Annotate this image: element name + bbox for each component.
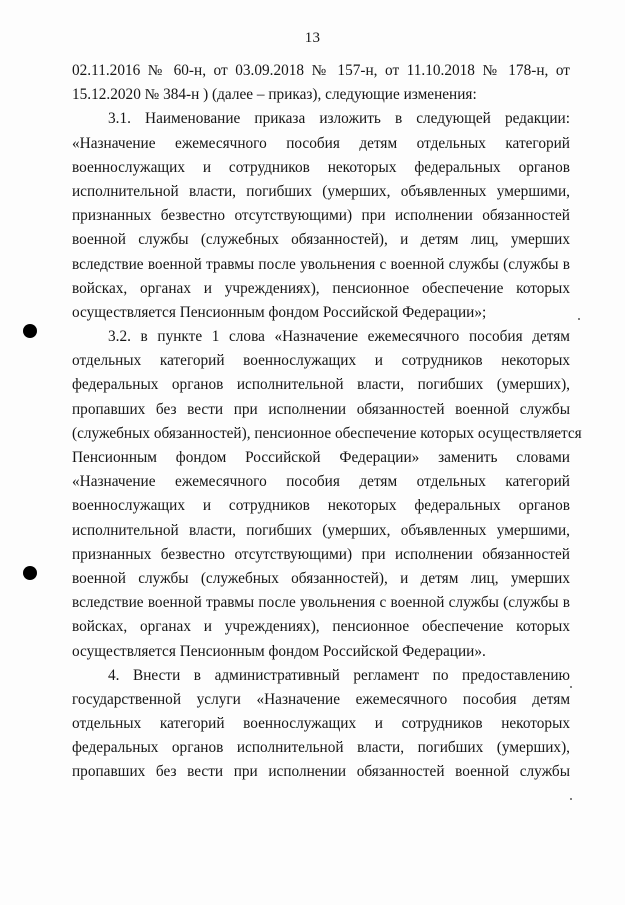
scan-speck (570, 798, 572, 800)
text-line: федеральных органов исполнительной власти, погибших (умерших), (72, 739, 570, 757)
text-line: федеральных органов исполнительной власти, погибших (умерших), (72, 376, 570, 394)
text-line: войсках, органах и учреждениях), пенсионное обеспечение которых (72, 618, 570, 636)
text-line: признанных безвестно отсутствующими) при исполнении обязанностей (72, 207, 570, 225)
text-line: осуществляется Пенсионным фондом Российской Федерации»; (72, 303, 487, 321)
text-line: вследствие военной травмы после увольнения с военной службы (службы в (72, 594, 570, 612)
text-line: (служебных обязанностей), пенсионное обеспечение которых осуществляется (72, 424, 582, 442)
punch-hole-mark (23, 566, 37, 580)
text-line: пропавших без вести при исполнении обязанностей военной службы (72, 763, 570, 781)
text-line: признанных безвестно отсутствующими) при исполнении обязанностей (72, 545, 570, 563)
text-line: 3.2. в пункте 1 слова «Назначение ежемесячного пособия детям (108, 328, 570, 346)
text-line: исполнительной власти, погибших (умерших, объявленных умершими, (72, 521, 570, 539)
text-line: отдельных категорий военнослужащих и сотрудников некоторых (72, 715, 570, 733)
text-line: военной службы (служебных обязанностей), и детям лиц, умерших (72, 569, 570, 587)
text-line: военнослужащих и сотрудников некоторых федеральных органов (72, 158, 570, 176)
text-line: «Назначение ежемесячного пособия детям отдельных категорий (72, 134, 570, 152)
text-line: пропавших без вести при исполнении обязанностей военной службы (72, 400, 570, 418)
scan-speck (578, 318, 580, 320)
text-line: военной службы (служебных обязанностей), и детям лиц, умерших (72, 231, 570, 249)
text-line: Пенсионным фондом Российской Федерации» заменить словами (72, 449, 570, 466)
text-line: исполнительной власти, погибших (умерших, объявленных умершими, (72, 182, 570, 200)
text-line: военнослужащих и сотрудников некоторых федеральных органов (72, 497, 570, 515)
text-line: «Назначение ежемесячного пособия детям отдельных категорий (72, 473, 570, 491)
punch-hole-mark (23, 324, 37, 338)
text-line: государственной услуги «Назначение ежемесячного пособия детям (72, 690, 570, 708)
text-line: осуществляется Пенсионным фондом Российской Федерации». (72, 642, 486, 660)
text-line: 02.11.2016 № 60-н, от 03.09.2018 № 157-н, от 11.10.2018 № 178-н, от (72, 62, 570, 79)
text-line: 4. Внести в административный регламент по предоставлению (108, 666, 570, 684)
text-line: отдельных категорий военнослужащих и сотрудников некоторых (72, 352, 570, 370)
text-line: вследствие военной травмы после увольнения с военной службы (службы в (72, 255, 570, 273)
scan-speck (570, 686, 572, 688)
text-line: 3.1. Наименование приказа изложить в следующей редакции: (108, 110, 570, 128)
text-line: войсках, органах и учреждениях), пенсионное обеспечение которых (72, 279, 570, 297)
text-line: 15.12.2020 № 384-н ) (далее – приказ), следующие изменения: (72, 86, 477, 104)
page-number: 13 (304, 30, 321, 46)
body-text (72, 59, 582, 785)
